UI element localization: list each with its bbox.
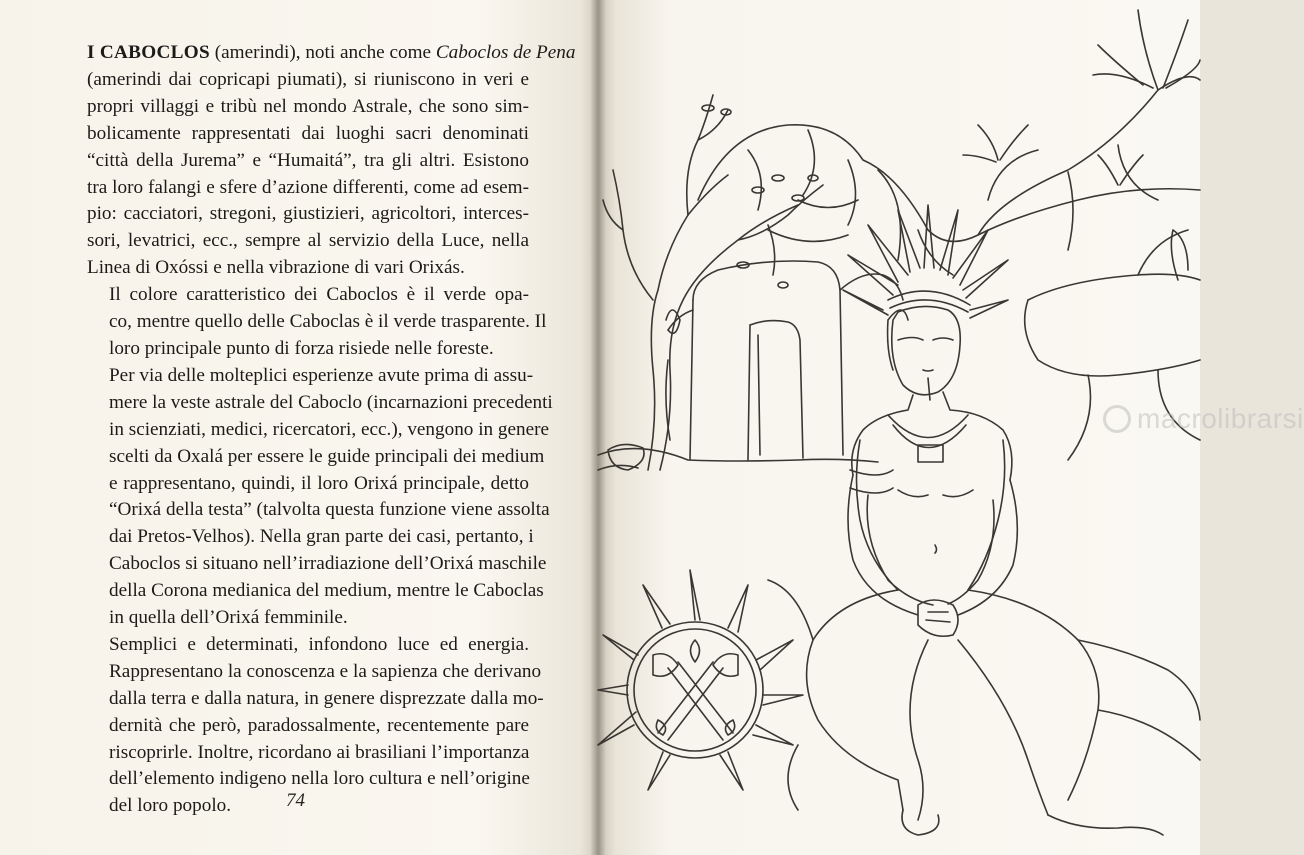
paragraph-colors: Il colore caratteristico dei Caboclos è il verde opa- co, mentre quello delle Caboclas è il verde trasparente. Il loro principale punto di forza risiede nelle foreste. xyxy=(109,284,547,359)
body-text xyxy=(87,40,576,820)
sun-emblem xyxy=(598,570,803,790)
page-number: 74 xyxy=(286,790,305,811)
paragraph-caboclos-intro: I CABOCLOS (amerindi), noti anche come Caboclos de Pena (amerindi dai copricapi piumati), si riuniscono in veri e propri villaggi e tribù nel mondo Astrale, che sono sim- bolicamente rappresentati dai luoghi sacri denominati “città della Jurema” e “Humaitá”, tra gli altri. Esistono tra loro falangi e sfere d’azione differenti, come ad esem- pio: cacciatori, stregoni, giustizieri, agricoltori, interces- sori, levatrici, ecc., sempre al servizio della Luce, nella Linea di Oxóssi e nella vibrazione di vari Orixás. xyxy=(87,42,576,279)
left-page xyxy=(0,0,598,855)
italic-term: Caboclos de Pena xyxy=(435,42,576,63)
top-plants xyxy=(963,10,1200,280)
paragraph-experiences: Per via delle molteplici esperienze avute prima di assu- mere la veste astrale del Caboclo (incarnazioni precedenti in scienziati, medici, ricercatori, ecc.), vengono in genere scelti da Oxalá per essere le guide principali dei medium e rappresentano, quindi, il loro Orixá principale, detto “Orixá della testa” (talvolta questa funzione viene assolta dai Pretos-Velhos). Nella gran parte dei casi, pertanto, i Caboclos si situano nell’irradiazione dell’Orixá maschile della Corona medianica del medium, mentre le Caboclas in quella dell’Orixá femminile. xyxy=(109,364,553,629)
watermark-logo-icon xyxy=(1103,405,1131,433)
lead-term: I CABOCLOS xyxy=(87,42,210,63)
tree xyxy=(603,95,823,470)
caboclo-figure xyxy=(768,205,1200,835)
book-gutter xyxy=(590,0,606,855)
paragraph-simple-determined: Semplici e determinati, infondono luce ed energia. Rappresentano la conoscenza e la sapienza che derivano dalla terra e dalla natura, in genere disprezzate dalla mo- dernità che però, paradossalmente, recentemente pare riscoprirle. Inoltre, ricordano ai brasiliani l’importanza dell’elemento indigeno nella loro cultura e nell’origine del loro popolo. xyxy=(109,633,544,817)
watermark: macrolibrarsi xyxy=(1103,403,1304,435)
right-page xyxy=(598,0,1304,855)
